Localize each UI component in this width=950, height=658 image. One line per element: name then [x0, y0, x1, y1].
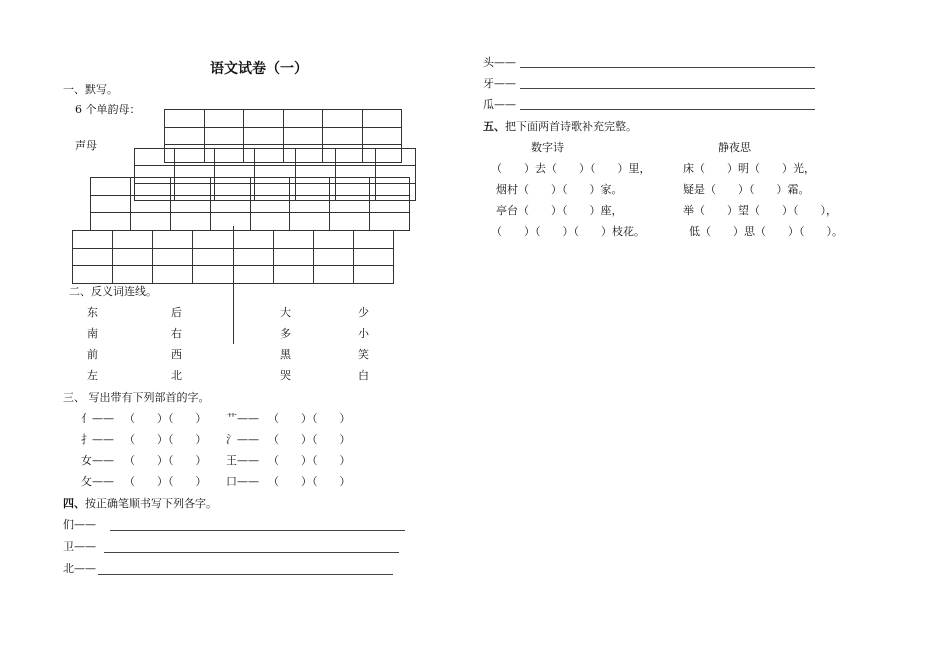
stroke-order-line[interactable] — [520, 109, 815, 110]
section-4-heading — [63, 498, 217, 509]
matching-divider-line — [233, 226, 234, 344]
antonym-word[interactable]: 白 — [358, 369, 369, 382]
stroke-order-line[interactable] — [520, 67, 815, 68]
section-5-heading — [483, 121, 637, 132]
section-3-heading: 三、 写出带有下列部首的字。 — [63, 391, 210, 404]
poem-title: 静夜思 — [718, 141, 751, 154]
section-1-heading: 一、默写。 — [63, 83, 118, 96]
poem-line[interactable]: 举（ ）望（ ）（ ）， — [683, 204, 837, 217]
antonym-word[interactable]: 哭 — [280, 369, 291, 382]
radical-label: 亻—— — [81, 412, 114, 425]
poem-title: 数字诗 — [531, 141, 564, 154]
poem-line[interactable]: 疑是（ ）（ ）霜。 — [683, 183, 810, 196]
radical-blanks[interactable]: （ ）（ ） — [124, 433, 207, 446]
antonym-word[interactable]: 左 — [87, 369, 98, 382]
antonym-word[interactable]: 南 — [87, 327, 98, 340]
section-4-number: 四、 — [63, 497, 85, 510]
stroke-order-char: 牙—— — [483, 77, 516, 90]
antonym-word[interactable]: 黑 — [280, 348, 291, 361]
radical-blanks[interactable]: （ ）（ ） — [124, 454, 207, 467]
stroke-order-line[interactable] — [520, 88, 815, 89]
stroke-order-line[interactable] — [104, 552, 399, 553]
radical-label: 王—— — [226, 454, 259, 467]
poem-line[interactable]: 床（ ）明（ ）光， — [683, 162, 815, 175]
antonym-word[interactable]: 东 — [87, 306, 98, 319]
antonym-word[interactable]: 后 — [171, 306, 182, 319]
section-2-heading: 二、反义词连线。 — [69, 285, 157, 298]
page-title: 语文试卷（一） — [210, 61, 308, 77]
antonym-word[interactable]: 少 — [358, 306, 369, 319]
radical-label: 口—— — [226, 475, 259, 488]
radical-label: 艹—— — [226, 412, 259, 425]
section-4-text: 按正确笔顺书写下列各字。 — [85, 497, 217, 510]
stroke-order-char: 瓜—— — [483, 98, 516, 111]
radical-blanks[interactable]: （ ）（ ） — [124, 412, 207, 425]
antonym-word[interactable]: 西 — [171, 348, 182, 361]
stroke-order-line[interactable] — [110, 530, 405, 531]
section-5-text: 把下面两首诗歌补充完整。 — [505, 120, 637, 133]
antonym-word[interactable]: 右 — [171, 327, 182, 340]
poem-line[interactable]: 烟村（ ）（ ）家。 — [496, 183, 623, 196]
stroke-order-char: 头—— — [483, 56, 516, 69]
stroke-order-line[interactable] — [98, 574, 393, 575]
radical-blanks[interactable]: （ ）（ ） — [124, 475, 207, 488]
antonym-word[interactable]: 多 — [280, 327, 291, 340]
radical-label: 氵—— — [226, 433, 259, 446]
radical-blanks[interactable]: （ ）（ ） — [268, 454, 351, 467]
antonym-word[interactable]: 前 — [87, 348, 98, 361]
initials-label: 声母 — [75, 139, 97, 152]
radical-label: 扌—— — [81, 433, 114, 446]
stroke-order-char: 们—— — [63, 518, 96, 531]
antonym-word[interactable]: 笑 — [358, 348, 369, 361]
antonym-word[interactable]: 北 — [171, 369, 182, 382]
radical-blanks[interactable]: （ ）（ ） — [268, 475, 351, 488]
poem-line[interactable]: （ ）（ ）（ ）枝花。 — [491, 225, 645, 238]
antonym-word[interactable]: 大 — [280, 306, 291, 319]
poem-line[interactable]: 亭台（ ）（ ）座， — [496, 204, 623, 217]
radical-blanks[interactable]: （ ）（ ） — [268, 433, 351, 446]
antonym-word[interactable]: 小 — [358, 327, 369, 340]
stroke-order-char: 北—— — [63, 562, 96, 575]
stroke-order-char: 卫—— — [63, 540, 96, 553]
radical-blanks[interactable]: （ ）（ ） — [268, 412, 351, 425]
section-5-number: 五、 — [483, 120, 505, 133]
vowels-label: 6 个单韵母： — [75, 103, 141, 116]
initials-writing-grid-2 — [90, 177, 410, 231]
radical-label: 女—— — [81, 454, 114, 467]
poem-line[interactable]: （ ）去（ ）（ ）里， — [491, 162, 651, 175]
radical-label: 攵—— — [81, 475, 114, 488]
poem-line[interactable]: 低（ ）思（ ）（ ）。 — [689, 225, 843, 238]
